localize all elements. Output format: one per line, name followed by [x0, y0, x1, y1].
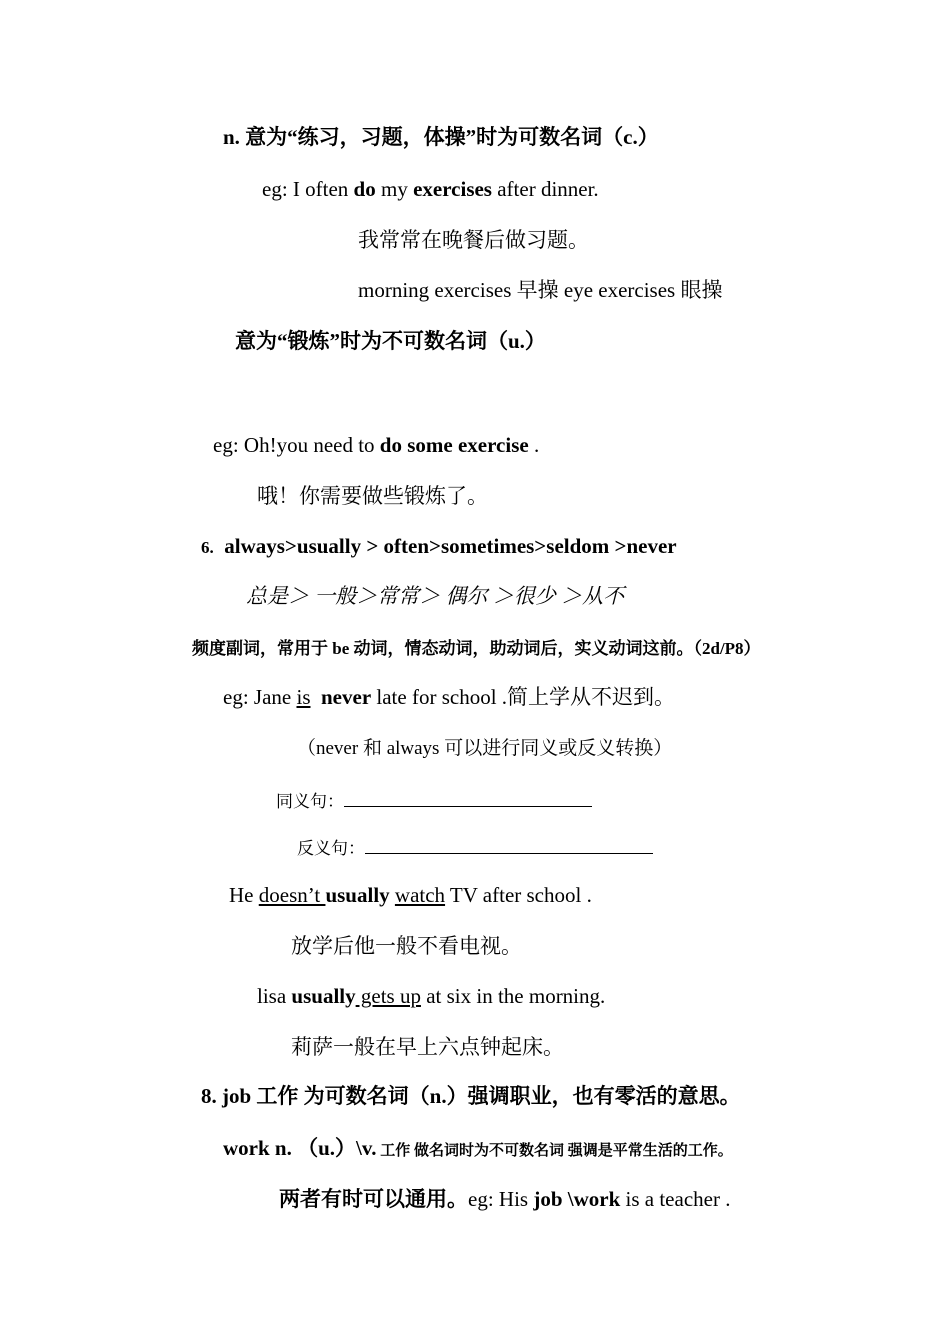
eg-is: is: [296, 685, 311, 709]
he-example-translation: 放学后他一般不看电视。: [291, 934, 522, 958]
adverb-note: （never 和 always 可以进行同义或反义转换）: [297, 738, 673, 759]
he-example: [229, 882, 592, 908]
he-usually: usually: [325, 883, 390, 907]
eg-rest: after dinner.: [491, 177, 599, 201]
exercise-countable-heading: n. 意为“练习，习题，体操”时为可数名词（c.）: [223, 125, 659, 149]
eg-exercises: exercises: [413, 177, 492, 201]
work-heading: [223, 1135, 733, 1164]
he-doesnt: doesn’t: [258, 883, 326, 907]
he-word: He: [229, 883, 259, 907]
exercise-example-1: [262, 176, 599, 202]
eg-prefix: eg: Jane: [223, 685, 297, 709]
section-number: 6.: [201, 538, 214, 557]
synonym-row: [276, 788, 592, 815]
antonym-row: [297, 835, 653, 862]
eg-never: never: [321, 685, 372, 709]
exercise-phrases: morning exercises 早操 eye exercises 眼操: [358, 278, 723, 302]
lisa-example: [257, 983, 605, 1009]
lisa-word: lisa: [257, 984, 292, 1008]
lisa-example-translation: 莉萨一般在早上六点钟起床。: [291, 1035, 564, 1059]
eg-prefix: eg: Oh!you need to: [213, 433, 380, 457]
exercise-example-1-translation: 我常常在晚餐后做习题。: [358, 228, 589, 252]
eg-prefix: eg: His: [468, 1187, 534, 1211]
adverb-rule: 频度副词，常用于 be 动词，情态动词，助动词后，实义动词这前。（2d/P8）: [192, 639, 761, 658]
eg-do: do: [353, 177, 376, 201]
eg-job: job: [533, 1187, 563, 1211]
job-work-example: [279, 1186, 730, 1212]
eg-my: my: [375, 177, 414, 201]
lisa-usually: usually: [291, 984, 356, 1008]
adverb-example: [223, 684, 675, 710]
eg-work: \work: [562, 1187, 621, 1211]
exercise-uncountable-heading: 意为“锻炼”时为不可数名词（u.）: [235, 329, 546, 353]
lisa-gets-up: gets up: [355, 984, 421, 1008]
job-heading: 8. job 工作 为可数名词（n.）强调职业，也有零活的意思。: [201, 1084, 741, 1108]
eg-rest: .: [528, 433, 540, 457]
he-rest: TV after school .: [445, 883, 592, 907]
adverb-sequence: [201, 533, 677, 561]
eg-phrase: do some exercise: [379, 433, 529, 457]
work-description: 工作 做名词时为不可数名词 强调是平常生活的工作。: [376, 1143, 733, 1159]
eg-prefix: eg: I often: [262, 177, 354, 201]
he-watch: watch: [394, 883, 446, 907]
antonym-label: 反义句：: [297, 839, 365, 858]
adverb-sequence-chinese: 总是＞ 一般＞常常＞ 偶尔 ＞很少 ＞从不: [246, 584, 624, 608]
antonym-blank[interactable]: [365, 835, 653, 854]
adverb-sequence-text: always>usually > often>sometimes>seldom >never: [224, 534, 677, 558]
eg-translation: 简上学从不迟到。: [507, 685, 676, 709]
eg-rest: is a teacher .: [620, 1187, 731, 1211]
exercise-example-2-translation: 哦！你需要做些锻炼了。: [257, 484, 488, 508]
eg-rest: late for school .: [376, 685, 508, 709]
work-head: work n. （u.）\v.: [223, 1136, 377, 1160]
exercise-example-2: [213, 432, 539, 458]
synonym-blank[interactable]: [344, 788, 592, 807]
common-usage: 两者有时可以通用。: [279, 1187, 468, 1211]
synonym-label: 同义句：: [276, 792, 344, 811]
lisa-rest: at six in the morning.: [420, 984, 606, 1008]
